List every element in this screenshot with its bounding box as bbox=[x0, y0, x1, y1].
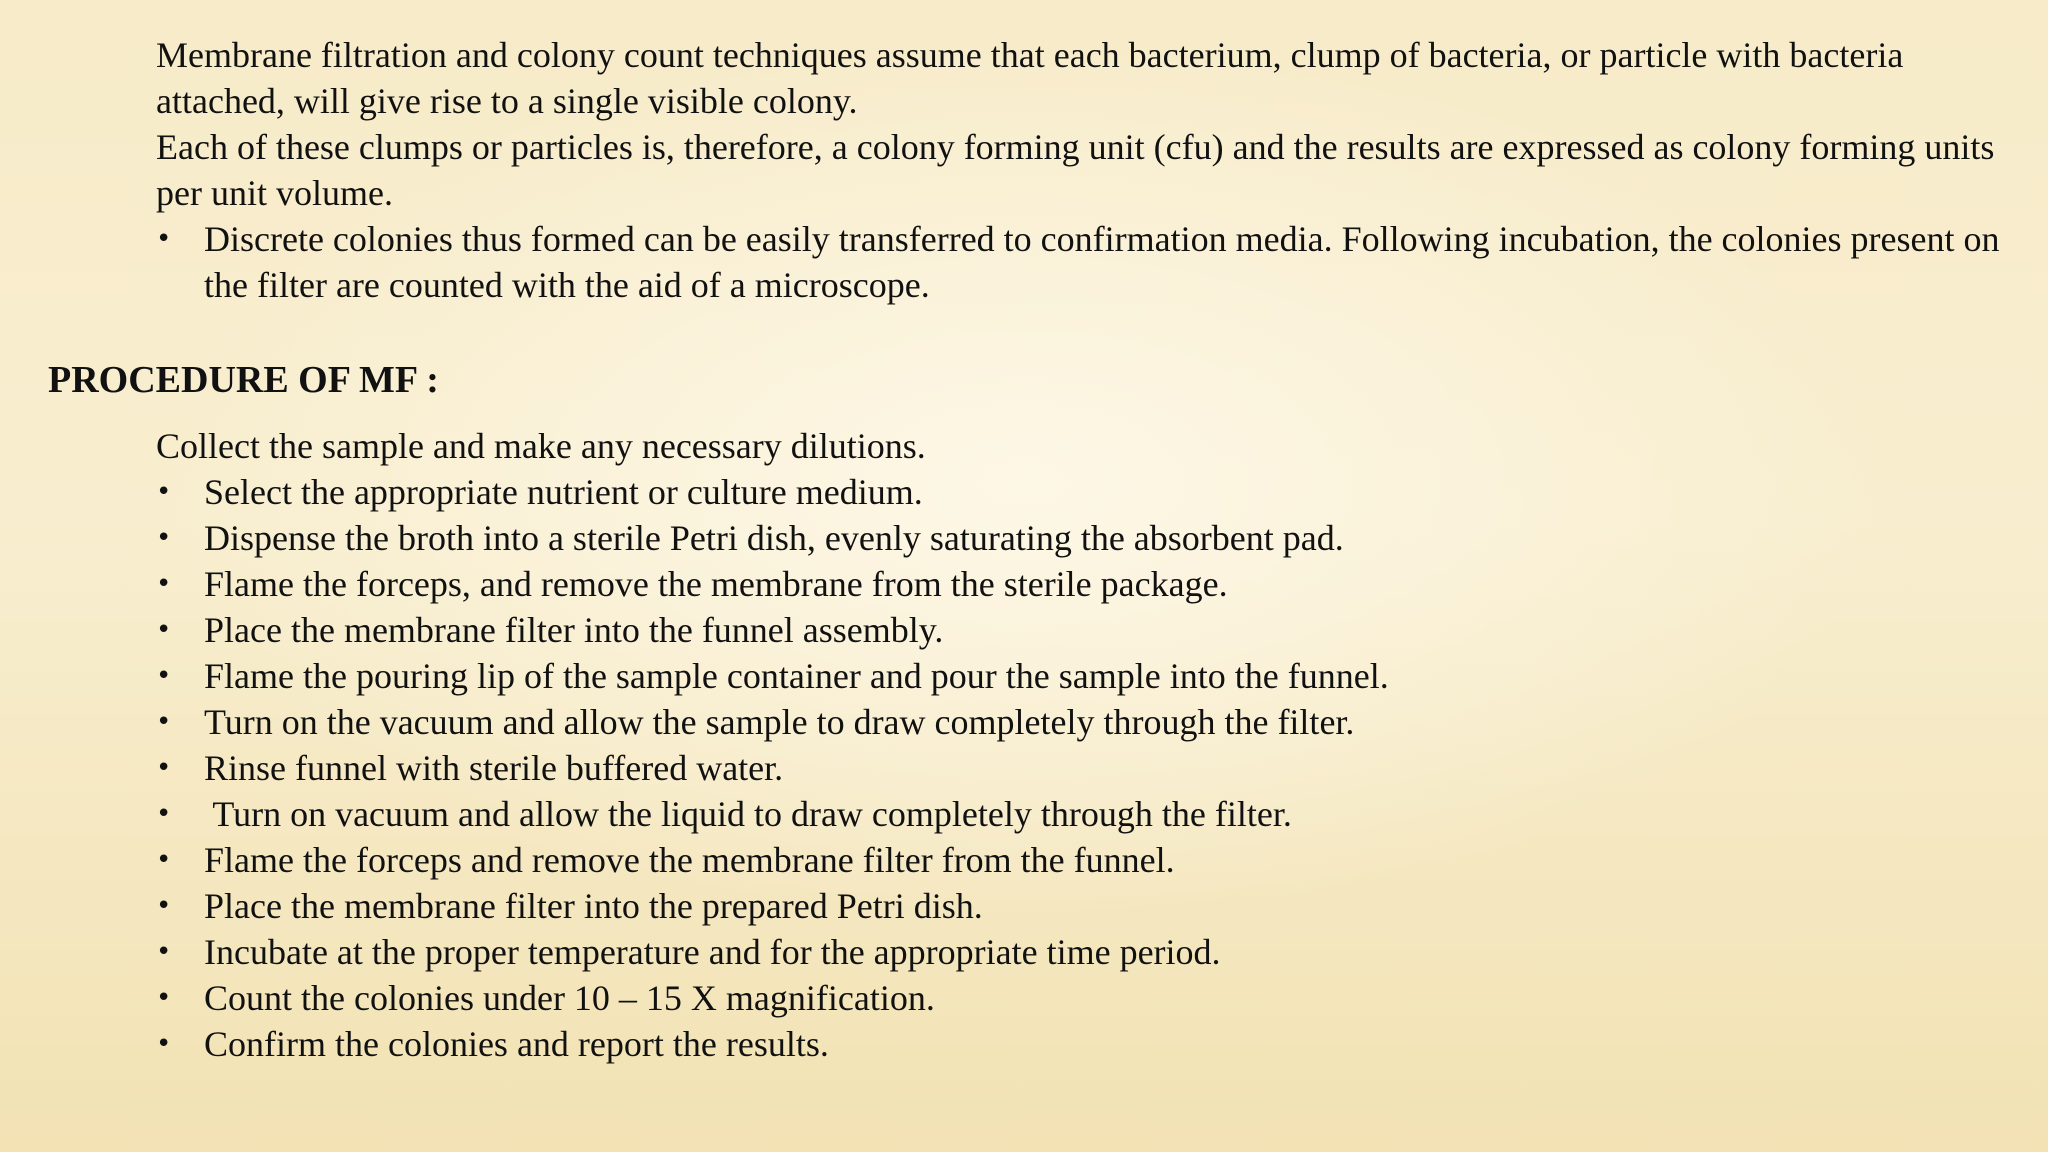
step-text: Dispense the broth into a sterile Petri dish, evenly saturating the absorbent pad. bbox=[204, 518, 1344, 558]
step-text: Flame the forceps and remove the membrane filter from the funnel. bbox=[204, 840, 1175, 880]
bullet-dot: • bbox=[156, 615, 172, 645]
list-item bbox=[156, 469, 2016, 515]
bullet-dot: • bbox=[156, 937, 172, 967]
step-text: Turn on vacuum and allow the liquid to draw completely through the filter. bbox=[204, 794, 1292, 834]
step-text: Flame the pouring lip of the sample container and pour the sample into the funnel. bbox=[204, 656, 1389, 696]
list-item bbox=[156, 837, 2016, 883]
bullet-dot: • bbox=[156, 799, 172, 829]
list-item bbox=[156, 699, 2016, 745]
intro-paragraph-1: Membrane filtration and colony count techniques assume that each bacterium, clump of bacteria, or particle with bacteria attached, will give rise to a single visible colony. bbox=[156, 35, 1904, 121]
procedure-first-line: Collect the sample and make any necessary dilutions. bbox=[156, 426, 926, 466]
list-item bbox=[156, 1021, 2016, 1067]
bullet-dot: • bbox=[156, 661, 172, 691]
list-item bbox=[156, 653, 2016, 699]
list-item bbox=[156, 561, 2016, 607]
step-text: Flame the forceps, and remove the membrane from the sterile package. bbox=[204, 564, 1228, 604]
intro-bullet-text: Discrete colonies thus formed can be easily transferred to confirmation media. Following incubation, the colonies present on the filter are counted with the aid of a microscope. bbox=[204, 219, 2000, 305]
list-item bbox=[156, 929, 2016, 975]
bullet-dot: • bbox=[156, 224, 172, 254]
step-text: Confirm the colonies and report the results. bbox=[204, 1024, 829, 1064]
list-item bbox=[156, 745, 2016, 791]
step-text: Select the appropriate nutrient or culture medium. bbox=[204, 472, 923, 512]
bullet-dot: • bbox=[156, 753, 172, 783]
list-item bbox=[156, 607, 2016, 653]
step-text: Rinse funnel with sterile buffered water. bbox=[204, 748, 784, 788]
step-text: Count the colonies under 10 – 15 X magnification. bbox=[204, 978, 935, 1018]
bullet-dot: • bbox=[156, 891, 172, 921]
list-item bbox=[156, 515, 2016, 561]
step-text: Turn on the vacuum and allow the sample to draw completely through the filter. bbox=[204, 702, 1355, 742]
list-item bbox=[156, 883, 2016, 929]
bullet-dot: • bbox=[156, 1029, 172, 1059]
step-text: Incubate at the proper temperature and for the appropriate time period. bbox=[204, 932, 1221, 972]
list-item bbox=[156, 975, 2016, 1021]
bullet-dot: • bbox=[156, 845, 172, 875]
intro-bullet bbox=[156, 216, 2016, 308]
bullet-dot: • bbox=[156, 569, 172, 599]
bullet-dot: • bbox=[156, 523, 172, 553]
step-text: Place the membrane filter into the prepared Petri dish. bbox=[204, 886, 983, 926]
bullet-dot: • bbox=[156, 983, 172, 1013]
intro-paragraph-2: Each of these clumps or particles is, therefore, a colony forming unit (cfu) and the results are expressed as colony forming units per unit volume. bbox=[156, 127, 1995, 213]
bullet-dot: • bbox=[156, 707, 172, 737]
procedure-steps bbox=[156, 423, 2016, 1067]
procedure-heading: PROCEDURE OF MF : bbox=[48, 359, 439, 401]
bullet-dot: • bbox=[156, 477, 172, 507]
step-text: Place the membrane filter into the funnel assembly. bbox=[204, 610, 944, 650]
intro-section bbox=[156, 32, 2016, 308]
list-item bbox=[156, 791, 2016, 837]
